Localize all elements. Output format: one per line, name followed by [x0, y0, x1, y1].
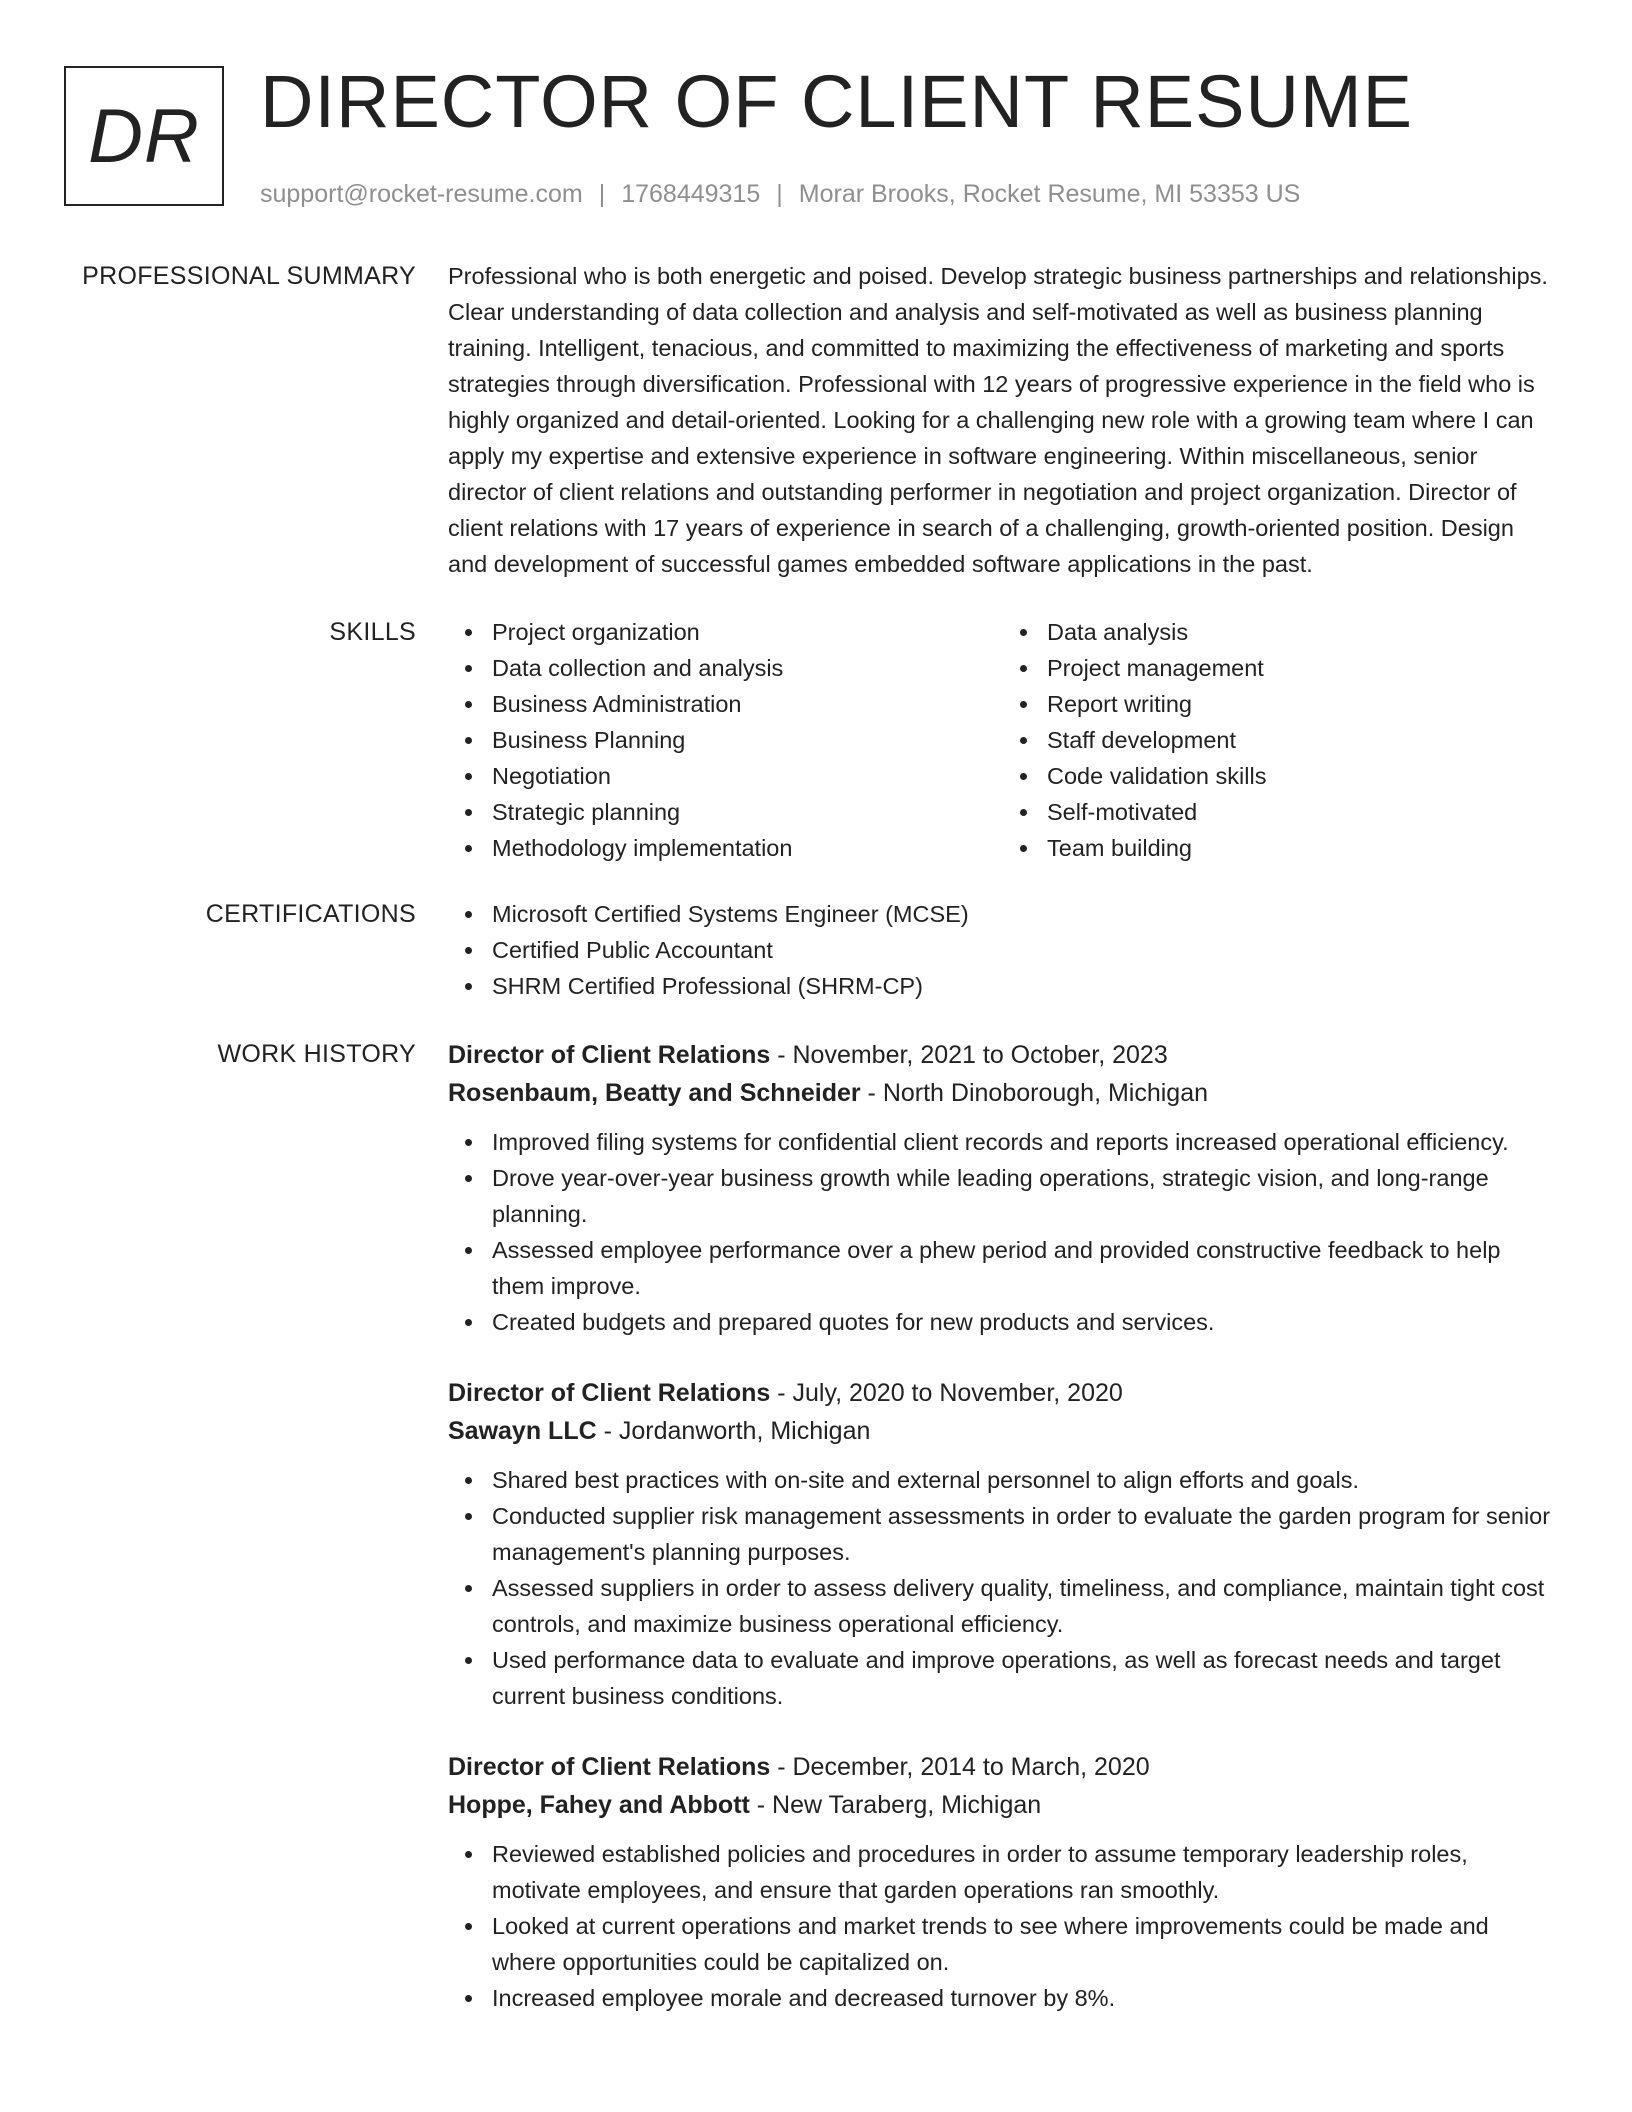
job-location: - New Taraberg, Michigan — [749, 1791, 1042, 1819]
work-history-section — [0, 1036, 1632, 2050]
certifications-body — [448, 896, 1558, 1004]
skill-item: Project management — [1047, 650, 1558, 686]
job-company-line — [448, 1074, 1558, 1112]
resume-header — [260, 58, 1592, 209]
job-location: - North Dinoborough, Michigan — [860, 1079, 1209, 1107]
skills-list-left — [448, 614, 1003, 866]
job-dates: - November, 2021 to October, 2023 — [770, 1041, 1168, 1069]
skill-item: Data collection and analysis — [492, 650, 1003, 686]
job-bullet: Looked at current operations and market trends to see where improvements could be made and where opportunities could be capitalized on. — [492, 1908, 1558, 1980]
contact-phone[interactable]: 1768449315 — [621, 180, 761, 208]
job-title-line — [448, 1374, 1558, 1412]
job-dates: - July, 2020 to November, 2020 — [770, 1379, 1123, 1407]
skill-item: Negotiation — [492, 758, 1003, 794]
certifications-list — [448, 896, 1558, 1004]
resume-title: DIRECTOR OF CLIENT RESUME — [260, 60, 1413, 143]
skill-item: Staff development — [1047, 722, 1558, 758]
job-company-line — [448, 1412, 1558, 1450]
job-bullets — [448, 1836, 1558, 2016]
skills-grid — [448, 614, 1558, 866]
section-label-skills: SKILLS — [329, 618, 416, 646]
certification-item: Certified Public Accountant — [492, 932, 1558, 968]
job-location: - Jordanworth, Michigan — [596, 1417, 871, 1445]
job-bullets — [448, 1124, 1558, 1340]
skill-item: Strategic planning — [492, 794, 1003, 830]
job-title-line — [448, 1036, 1558, 1074]
job-company: Hoppe, Fahey and Abbott — [448, 1791, 750, 1819]
skills-section — [0, 614, 1632, 866]
job-bullet: Increased employee morale and decreased turnover by 8%. — [492, 1980, 1558, 2016]
job-company: Rosenbaum, Beatty and Schneider — [448, 1079, 861, 1107]
section-label-certifications: CERTIFICATIONS — [205, 900, 416, 928]
job-bullet: Improved filing systems for confidential client records and reports increased operational efficiency. — [492, 1124, 1558, 1160]
job-bullet: Reviewed established policies and procedures in order to assume temporary leadership roles, motivate employees, and ensure that garden operations ran smoothly. — [492, 1836, 1558, 1908]
contact-separator: | — [776, 180, 783, 208]
job-bullet: Assessed employee performance over a phew period and provided constructive feedback to help them improve. — [492, 1232, 1558, 1304]
contact-separator: | — [598, 180, 606, 208]
job-company: Sawayn LLC — [448, 1417, 597, 1445]
contact-line — [260, 180, 1592, 209]
section-label-work-history: WORK HISTORY — [217, 1040, 416, 1068]
job-entry — [448, 1036, 1558, 1340]
skill-item: Business Planning — [492, 722, 1003, 758]
job-company-line — [448, 1786, 1558, 1824]
skill-item: Team building — [1047, 830, 1558, 866]
skills-list-right — [1003, 614, 1558, 866]
job-title: Director of Client Relations — [448, 1379, 771, 1407]
skill-item: Data analysis — [1047, 614, 1558, 650]
job-bullet: Drove year-over-year business growth while leading operations, strategic vision, and long-range planning. — [492, 1160, 1558, 1232]
skill-item: Methodology implementation — [492, 830, 1003, 866]
summary-text: Professional who is both energetic and poised. Develop strategic business partnerships and relationships. Clear understanding of data collection and analysis and self-motivated as well as business planning training. Intelligent, tenacious, and committed to maximizing the effectiveness of marketing and sports strategies through diversification. Professional with 12 years of progressive experience in the field who is highly organized and detail-oriented. Looking for a challenging new role with a growing team where I can apply my expertise and extensive experience in software engineering. Within miscellaneous, senior director of client relations and outstanding performer in negotiation and project organization. Director of client relations with 17 years of experience in search of a challenging, growth-oriented position. Design and development of successful games embedded software applications in the past. — [448, 263, 1548, 577]
summary-body — [448, 258, 1558, 582]
skill-item: Report writing — [1047, 686, 1558, 722]
job-bullet: Shared best practices with on-site and external personnel to align efforts and goals. — [492, 1462, 1558, 1498]
certification-item: SHRM Certified Professional (SHRM-CP) — [492, 968, 1558, 1004]
skill-item: Code validation skills — [1047, 758, 1558, 794]
work-history-body — [448, 1036, 1558, 2050]
job-title: Director of Client Relations — [448, 1753, 771, 1781]
job-title-line — [448, 1748, 1558, 1786]
contact-address: Morar Brooks, Rocket Resume, MI 53353 US — [798, 180, 1301, 208]
job-entry — [448, 1748, 1558, 2016]
skill-item: Self-motivated — [1047, 794, 1558, 830]
job-bullet: Created budgets and prepared quotes for new products and services. — [492, 1304, 1558, 1340]
skill-item: Project organization — [492, 614, 1003, 650]
monogram-logo: DR — [64, 66, 224, 206]
job-bullet: Used performance data to evaluate and improve operations, as well as forecast needs and target current business conditions. — [492, 1642, 1558, 1714]
section-label-summary: PROFESSIONAL SUMMARY — [82, 262, 416, 290]
skill-item: Business Administration — [492, 686, 1003, 722]
job-bullets — [448, 1462, 1558, 1714]
resume-sections — [0, 258, 1632, 2050]
job-dates: - December, 2014 to March, 2020 — [770, 1753, 1150, 1781]
certification-item: Microsoft Certified Systems Engineer (MCSE) — [492, 896, 1558, 932]
certifications-section — [0, 896, 1632, 1004]
contact-email[interactable]: support@rocket-resume.com — [260, 180, 583, 208]
summary-section — [0, 258, 1632, 582]
job-bullet: Assessed suppliers in order to assess delivery quality, timeliness, and compliance, maintain tight cost controls, and maximize business operational efficiency. — [492, 1570, 1558, 1642]
job-entry — [448, 1374, 1558, 1714]
job-bullet: Conducted supplier risk management assessments in order to evaluate the garden program for senior management's planning purposes. — [492, 1498, 1558, 1570]
job-title: Director of Client Relations — [448, 1041, 771, 1069]
